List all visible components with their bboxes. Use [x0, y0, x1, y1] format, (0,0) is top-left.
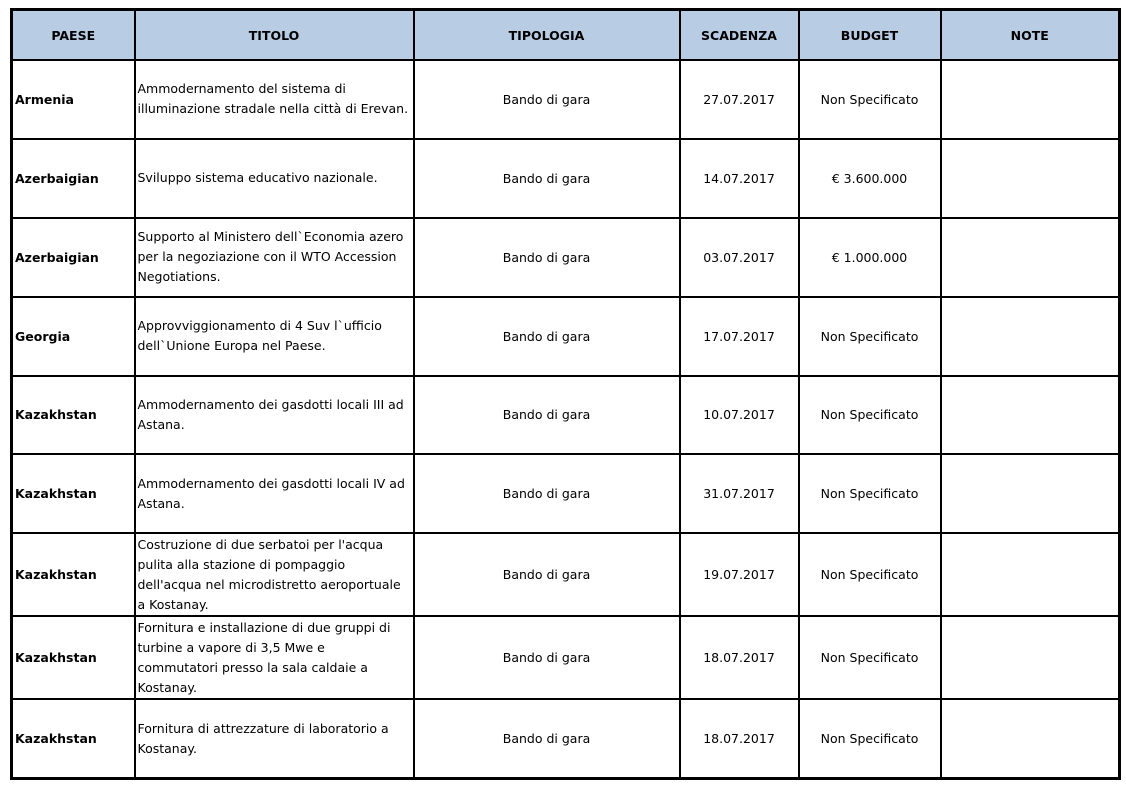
tenders-table	[10, 8, 1121, 780]
cell-budget: Non Specificato	[799, 297, 941, 376]
cell-scadenza: 14.07.2017	[680, 139, 799, 218]
table-row	[12, 218, 1120, 297]
cell-titolo: Ammodernamento dei gasdotti locali IV ad Astana.	[135, 454, 414, 533]
cell-scadenza: 17.07.2017	[680, 297, 799, 376]
cell-note	[941, 699, 1120, 778]
cell-tipologia: Bando di gara	[414, 454, 680, 533]
header-paese: PAESE	[12, 10, 135, 61]
cell-note	[941, 616, 1120, 699]
cell-titolo: Costruzione di due serbatoi per l'acqua pulita alla stazione di pompaggio dell'acqua nel microdistretto aeroportuale a Kostanay.	[135, 533, 414, 616]
cell-budget: € 3.600.000	[799, 139, 941, 218]
cell-budget: Non Specificato	[799, 699, 941, 778]
cell-paese: Kazakhstan	[12, 454, 135, 533]
cell-paese: Kazakhstan	[12, 376, 135, 455]
cell-note	[941, 376, 1120, 455]
cell-note	[941, 533, 1120, 616]
cell-scadenza: 27.07.2017	[680, 60, 799, 139]
cell-tipologia: Bando di gara	[414, 297, 680, 376]
header-scadenza: SCADENZA	[680, 10, 799, 61]
cell-note	[941, 139, 1120, 218]
cell-titolo: Fornitura e installazione di due gruppi di turbine a vapore di 3,5 Mwe e commutatori presso la sala caldaie a Kostanay.	[135, 616, 414, 699]
cell-tipologia: Bando di gara	[414, 218, 680, 297]
cell-paese: Kazakhstan	[12, 699, 135, 778]
cell-paese: Azerbaigian	[12, 139, 135, 218]
cell-scadenza: 19.07.2017	[680, 533, 799, 616]
cell-budget: Non Specificato	[799, 376, 941, 455]
cell-budget: € 1.000.000	[799, 218, 941, 297]
cell-titolo: Sviluppo sistema educativo nazionale.	[135, 139, 414, 218]
cell-scadenza: 18.07.2017	[680, 616, 799, 699]
cell-scadenza: 18.07.2017	[680, 699, 799, 778]
cell-paese: Kazakhstan	[12, 616, 135, 699]
cell-note	[941, 218, 1120, 297]
cell-budget: Non Specificato	[799, 454, 941, 533]
cell-tipologia: Bando di gara	[414, 139, 680, 218]
cell-scadenza: 31.07.2017	[680, 454, 799, 533]
cell-paese: Azerbaigian	[12, 218, 135, 297]
header-note: NOTE	[941, 10, 1120, 61]
cell-titolo: Ammodernamento del sistema di illuminazione stradale nella città di Erevan.	[135, 60, 414, 139]
cell-titolo: Supporto al Ministero dell`Economia azero per la negoziazione con il WTO Accession Negotiations.	[135, 218, 414, 297]
table-row	[12, 60, 1120, 139]
table-header	[12, 10, 1120, 61]
cell-scadenza: 03.07.2017	[680, 218, 799, 297]
cell-budget: Non Specificato	[799, 533, 941, 616]
table-row	[12, 297, 1120, 376]
cell-tipologia: Bando di gara	[414, 616, 680, 699]
header-budget: BUDGET	[799, 10, 941, 61]
cell-scadenza: 10.07.2017	[680, 376, 799, 455]
cell-budget: Non Specificato	[799, 616, 941, 699]
cell-titolo: Approvviggionamento di 4 Suv l`ufficio dell`Unione Europa nel Paese.	[135, 297, 414, 376]
table-row	[12, 533, 1120, 616]
header-titolo: TITOLO	[135, 10, 414, 61]
table-row	[12, 699, 1120, 778]
table-body	[12, 60, 1120, 779]
cell-tipologia: Bando di gara	[414, 376, 680, 455]
cell-note	[941, 297, 1120, 376]
cell-paese: Armenia	[12, 60, 135, 139]
header-tipologia: TIPOLOGIA	[414, 10, 680, 61]
cell-tipologia: Bando di gara	[414, 60, 680, 139]
cell-paese: Georgia	[12, 297, 135, 376]
cell-budget: Non Specificato	[799, 60, 941, 139]
cell-paese: Kazakhstan	[12, 533, 135, 616]
cell-tipologia: Bando di gara	[414, 699, 680, 778]
cell-titolo: Fornitura di attrezzature di laboratorio a Kostanay.	[135, 699, 414, 778]
table-row	[12, 139, 1120, 218]
cell-note	[941, 454, 1120, 533]
cell-tipologia: Bando di gara	[414, 533, 680, 616]
table-row	[12, 454, 1120, 533]
table-row	[12, 376, 1120, 455]
cell-note	[941, 60, 1120, 139]
table-row	[12, 616, 1120, 699]
header-row	[12, 10, 1120, 61]
cell-titolo: Ammodernamento dei gasdotti locali III ad Astana.	[135, 376, 414, 455]
